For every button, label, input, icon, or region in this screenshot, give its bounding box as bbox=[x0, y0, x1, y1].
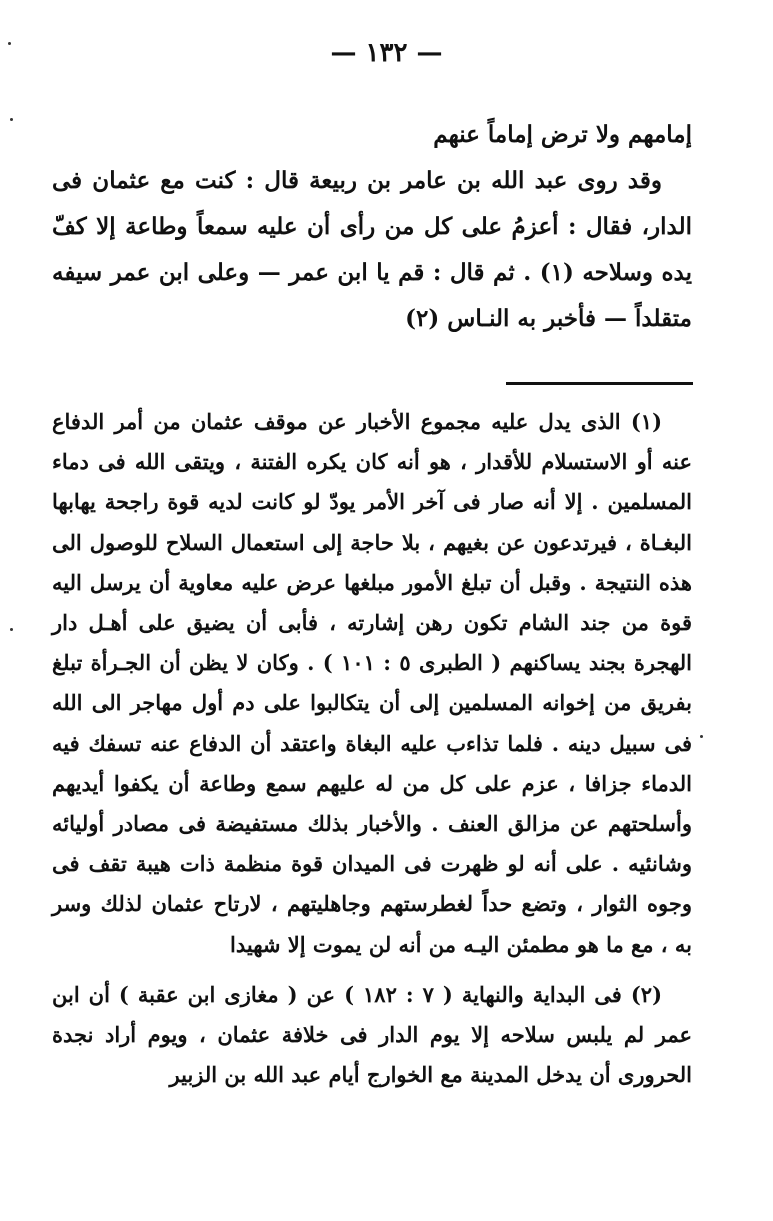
footnote-separator bbox=[506, 382, 693, 385]
scan-speck bbox=[10, 118, 13, 121]
main-paragraph: إمامهم ولا ترض إماماً عنهم bbox=[433, 121, 692, 148]
main-text-body bbox=[52, 112, 692, 342]
footnotes bbox=[52, 402, 692, 1095]
scan-speck bbox=[700, 735, 703, 738]
main-paragraph: وقد روى عبد الله بن عامر بن ربيعة قال : كنت مع عثمان فى الدار، فقال : أعزمُ على كل من رأى أن عليه سمعاً وطاعة إلا كفّ يده وسلاحه (١) . ثم قال : قم يا ابن عمر — وعلى ابن عمر سيفه متقلداً — فأخبر به النـاس (٢) bbox=[52, 167, 692, 332]
scan-speck bbox=[10, 628, 13, 631]
scan-speck bbox=[8, 42, 11, 45]
page-number: — ١٣٢ — bbox=[330, 38, 443, 68]
footnote-2: (٢) فى البداية والنهاية ( ٧ : ١٨٢ ) عن ( مغازى ابن عقبة ) أن ابن عمر لم يلبس سلاحه إلا يوم الدار فى خلافة عثمان ، ويوم أراد نجدة الحرورى أن يدخل المدينة مع الخوارج أيام عبد الله بن الزبير bbox=[52, 981, 692, 1088]
footnote-1: (١) الذى يدل عليه مجموع الأخبار عن موقف عثمان من أمر الدفاع عنه أو الاستسلام للأقدار ، هو أنه كان يكره الفتنة ، ويتقى الله فى دماء المسلمين . إلا أنه صار فى آخر الأمر يودّ لو كانت لديه قوة راجحة يهابها البغـاة ، فيرتدعون عن بغيهم ، بلا حاجة إلى استعمال السلاح للوصول الى هذه النتيجة . وقبل أن تبلغ الأمور مبلغها عرض عليه معاوية أن يرسل اليه قوة من جند الشام تكون رهن إشارته ، فأبى أن يضيق على أهـل دار الهجرة بجند يساكنهم ( الطبرى ٥ : ١٠١ ) . وكان لا يظن أن الجـرأة تبلغ بفريق من إخوانه المسلمين إلى أن يتكالبوا على دم أول مهاجر الى الله فى سبيل دينه . فلما تذاءب عليه البغاة واعتقد أن الدفاع عنه تسفك فيه الدماء جزافا ، عزم على كل من له عليهم سمع وطاعة أن يكفوا أيديهم وأسلحتهم عن مزالق العنف . والأخبار بذلك مستفيضة فى مصادر أوليائه وشانئيه . على أنه لو ظهرت فى الميدان قوة منظمة ذات هيبة تقف فى وجوه الثوار ، وتضع حداً لغطرستهم وجاهليتهم ، لارتاح عثمان لذلك وسر به ، مع ما هو مطمئن اليـه من أنه لن يموت إلا شهيدا bbox=[52, 409, 692, 957]
